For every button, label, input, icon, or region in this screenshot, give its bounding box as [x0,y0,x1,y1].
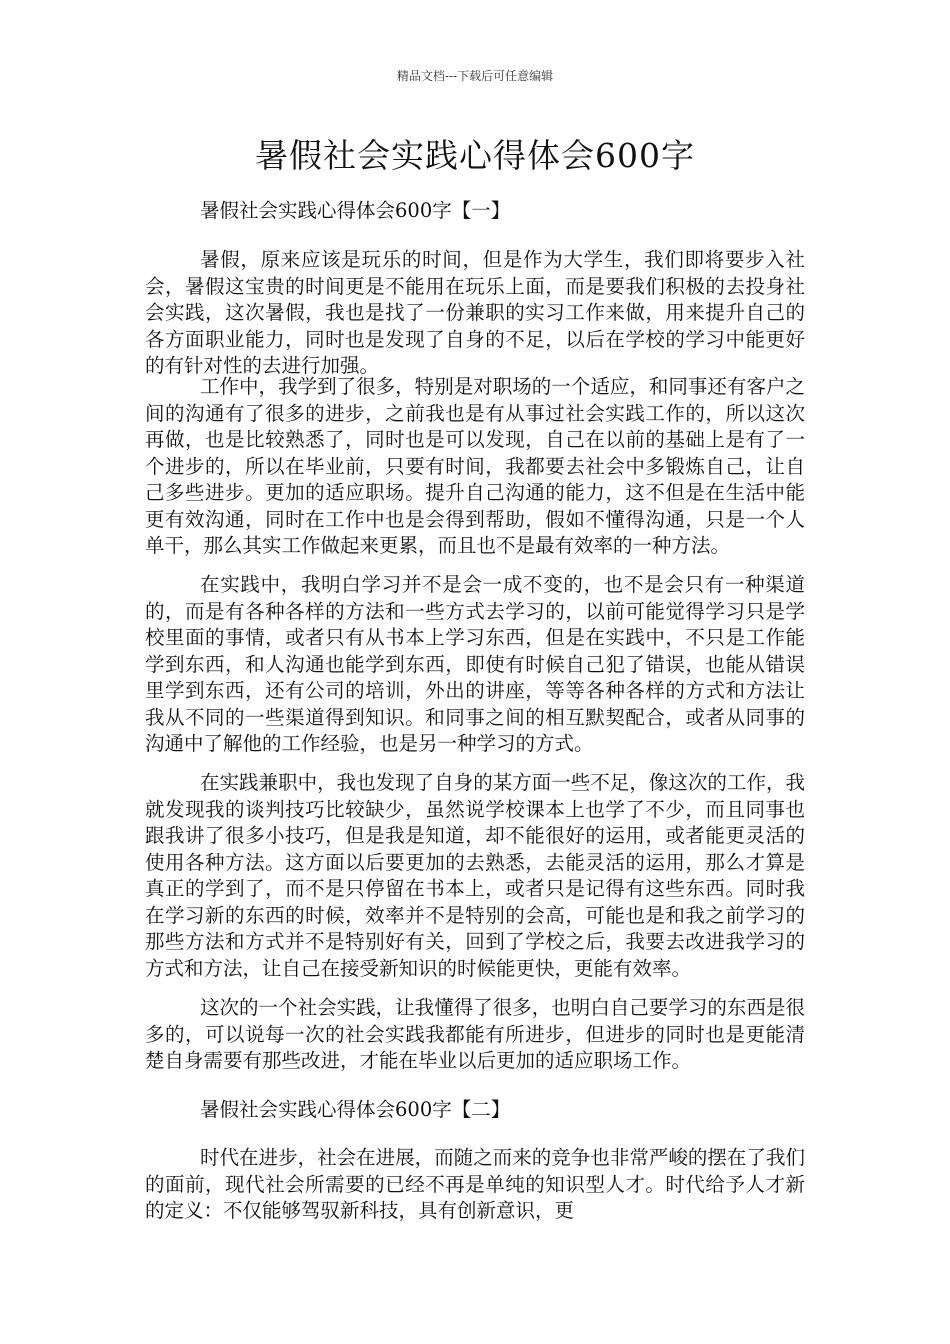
header-note: 精品文档---下载后可任意编辑 [396,69,554,83]
paragraph: 工作中，我学到了很多，特别是对职场的一个适应，和同事还有客户之间的沟通有了很多的进步，之前我也是有从事过社会实践工作的，所以这次再做，也是比较熟悉了，同时也是可以发现，自己在以前的基础上是有了一个进步的，所以在毕业前，只要有时间，我都要去社会中多锻炼自己，让自己多些进步。更加的适应职场。提升自己沟通的能力，这不但是在生活中能更有效沟通，同时在工作中也是会得到帮助，假如不懂得沟通，只是一个人单干，那么其实工作做起来更累，而且也不是最有效率的一种方法。 [145,375,805,557]
section-heading-2: 暑假社会实践心得体会600字【二】 [200,1098,511,1121]
document-title: 暑假社会实践心得体会600字 [255,136,695,175]
paragraph: 暑假，原来应该是玩乐的时间，但是作为大学生，我们即将要步入社会，暑假这宝贵的时间更是不能用在玩乐上面，而是要我们积极的去投身社会实践，这次暑假，我也是找了一份兼职的实习工作来做，用来提升自己的各方面职业能力，同时也是发现了自身的不足，以后在学校的学习中能更好的有针对性的去进行加强。 [145,248,805,377]
paragraph: 这次的一个社会实践，让我懂得了很多，也明白自己要学习的东西是很多的，可以说每一次的社会实践我都能有所进步，但进步的同时也是更能清楚自身需要有那些改进，才能在毕业以后更加的适应职场工作。 [145,996,805,1072]
paragraph: 在实践兼职中，我也发现了自身的某方面一些不足，像这次的工作，我就发现我的谈判技巧比较缺少，虽然说学校课本上也学了不少，而且同事也跟我讲了很多小技巧，但是我是知道，却不能很好的运用，或者能更灵活的使用各种方法。这方面以后要更加的去熟悉，去能灵活的运用，那么才算是真正的学到了，而不是只停留在书本上，或者只是记得有这些东西。同时我在学习新的东西的时候，效率并不是特别的会高，可能也是和我之前学习的那些方法和方式并不是特别好有关，回到了学校之后，我要去改进我学习的方式和方法，让自己在接受新知识的时候能更快，更能有效率。 [145,771,805,980]
paragraph: 在实践中，我明白学习并不是会一成不变的，也不是会只有一种渠道的，而是有各种各样的方法和一些方式去学习的，以前可能觉得学习只是学校里面的事情，或者只有从书本上学习东西，但是在实践中，不只是工作能学到东西，和人沟通也能学到东西，即使有时候自己犯了错误，也能从错误里学到东西，还有公司的培训，外出的讲座，等等各种各样的方式和方法让我从不同的一些渠道得到知识。和同事之间的相互默契配合，或者从同事的沟通中了解他的工作经验，也是另一种学习的方式。 [145,573,805,755]
paragraph: 时代在进步，社会在进展，而随之而来的竞争也非常严峻的摆在了我们的面前，现代社会所需要的已经不再是单纯的知识型人才。时代给予人才新的定义：不仅能够驾驭新科技，具有创新意识，更 [145,1146,805,1222]
section-heading-1: 暑假社会实践心得体会600字【一】 [200,199,511,222]
